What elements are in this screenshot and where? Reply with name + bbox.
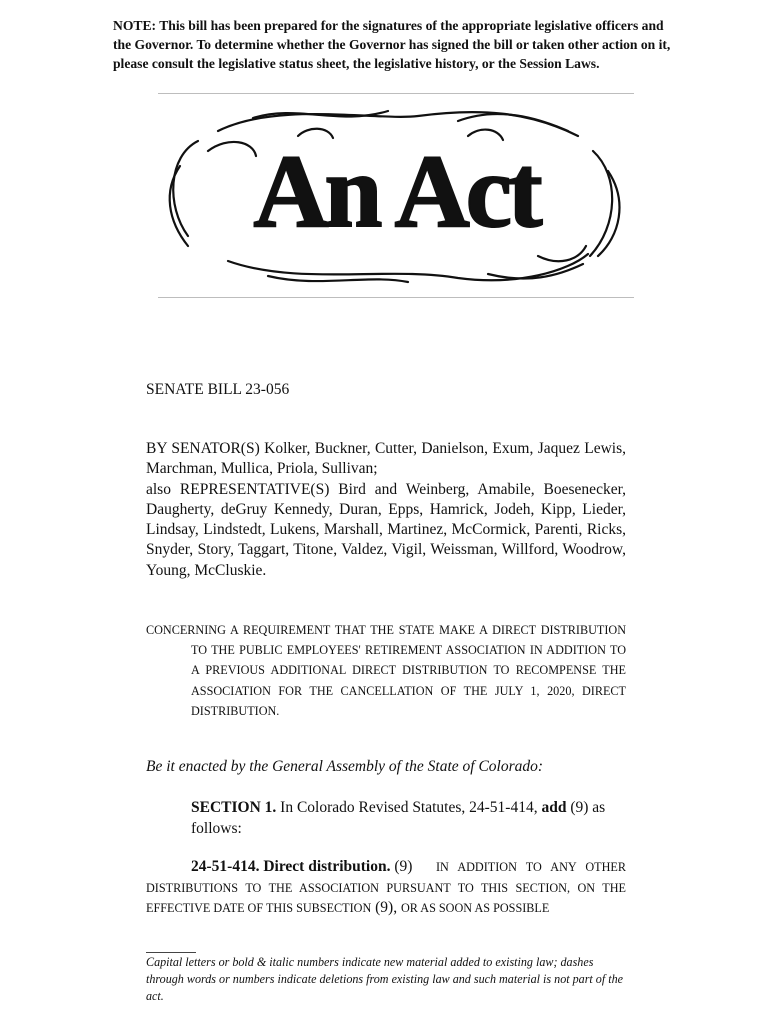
seal-lettering: An Act xyxy=(253,134,539,249)
footnote: Capital letters or bold & italic numbers indicate new material added to existing law; dashes through words or numbers indicate deletions from existing law and such material is not part of the act. xyxy=(146,955,624,1003)
section-text-before: In Colorado Revised Statutes, 24-51-414, xyxy=(280,799,538,816)
concerning-text: CONCERNING A REQUIREMENT THAT THE STATE MAKE A DIRECT DISTRIBUTION TO THE PUBLIC EMPLOYEES' RETIREMENT ASSOCIATION IN ADDITION TO A PREVIOUS ADDITIONAL DIRECT DISTRIBUTION TO RECOMPENSE THE ASSOCIATION FOR THE CANCELLATION OF THE JULY 1, 2020, DIRECT DISTRIBUTION. xyxy=(146,623,626,718)
bill-number: SENATE BILL 23-056 xyxy=(146,381,290,398)
section-1 xyxy=(146,798,626,839)
senate-sponsors: BY SENATOR(S) Kolker, Buckner, Cutter, Danielson, Exum, Jaquez Lewis, Marchman, Mullica, Priola, Sullivan; xyxy=(146,440,626,478)
statute-new-text-a: IN ADDITION TO ANY OTHER DISTRIBUTIONS TO THE ASSOCIATION PURSUANT TO THIS SECTION, ON THE EFFECTIVE DATE OF THIS SUBSECTION xyxy=(146,860,626,916)
bottom-divider xyxy=(158,297,634,298)
statute-number: 24-51-414. xyxy=(191,858,260,875)
section-text-after: (9) as follows: xyxy=(191,799,606,837)
statute-new-text-b: OR AS SOON AS POSSIBLE xyxy=(400,901,550,916)
statute-subsection-ref: (9), xyxy=(375,899,398,917)
concerning-clause xyxy=(146,620,626,721)
house-sponsors: also REPRESENTATIVE(S) Bird and Weinberg, Amabile, Boesenecker, Daugherty, deGruy Kennedy, Duran, Epps, Hamrick, Jodeh, Kipp, Lieder, Lindsay, Lindstedt, Lukens, Marshall, Martinez, McCormick, Parenti, Ricks, Snyder, Story, Taggart, Titone, Valdez, Vigil, Weissman, Willford, Woodrow, Young, McCluskie. xyxy=(146,480,626,579)
an-act-seal xyxy=(158,96,634,296)
legislative-note: NOTE: This bill has been prepared for the signatures of the appropriate legislative officers and the Governor. To determine whether the Governor has signed the bill or taken other action on it, please consult the legislative status sheet, the legislative history, or the Session Laws. xyxy=(113,18,671,71)
statute-text xyxy=(146,857,626,919)
footnote-divider xyxy=(146,952,196,953)
enacting-clause: Be it enacted by the General Assembly of the State of Colorado: xyxy=(146,758,544,775)
statute-subsection: (9) xyxy=(394,858,413,875)
statute-title: Direct distribution. xyxy=(263,858,391,875)
top-divider xyxy=(158,93,634,94)
section-add: add xyxy=(541,799,567,816)
sponsors-block xyxy=(146,439,626,581)
section-heading: SECTION 1. xyxy=(191,799,277,816)
